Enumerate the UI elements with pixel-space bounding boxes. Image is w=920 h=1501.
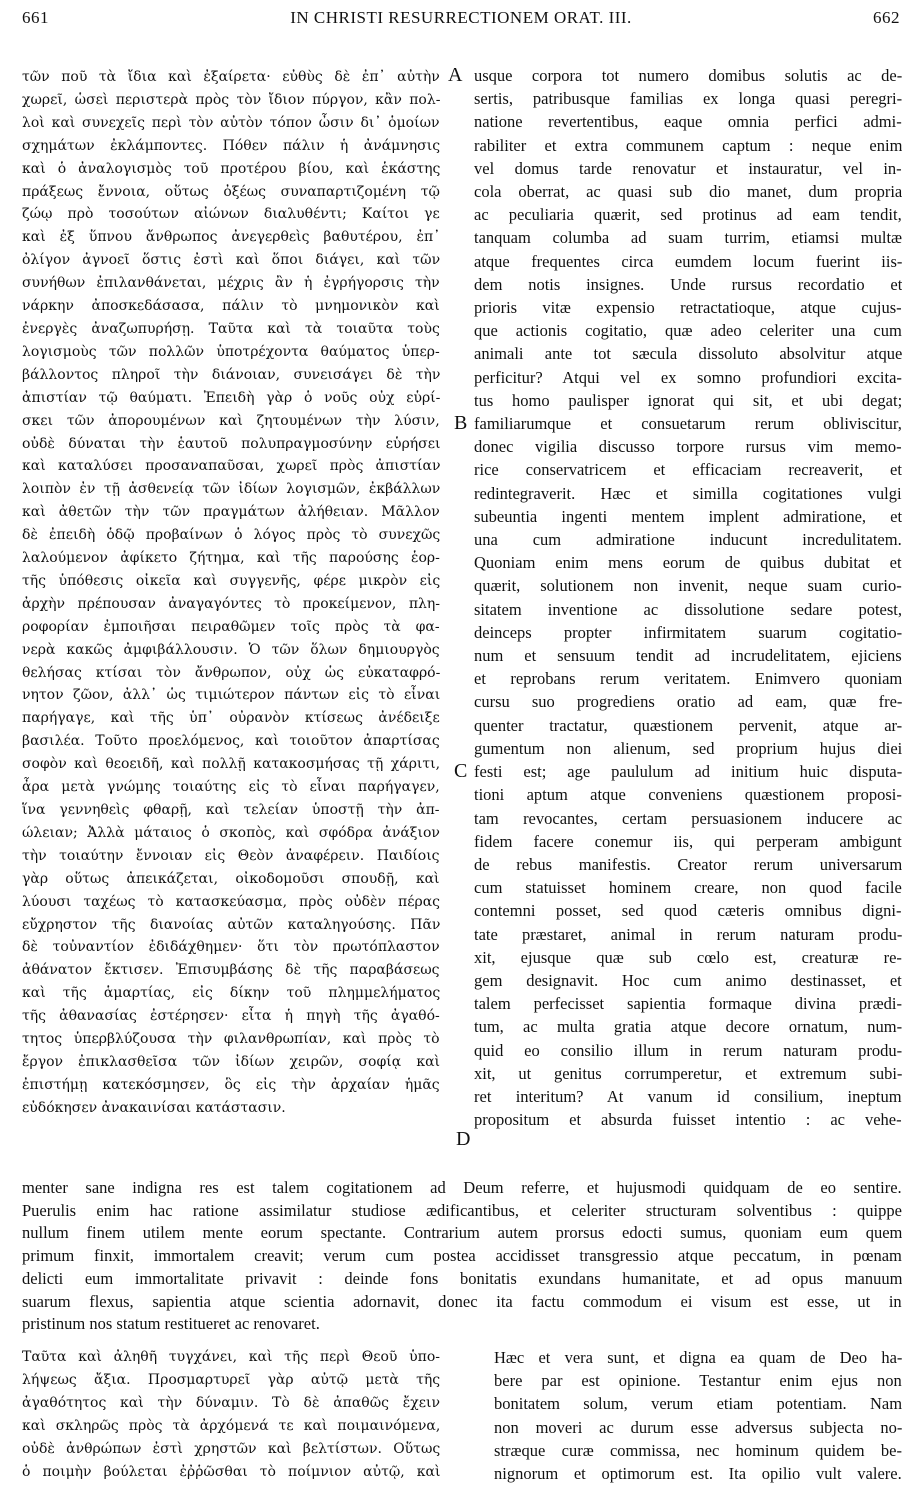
greek-line: λογισμοὺς τῶν πολλῶν ὑποτρέχοντα θαύματος ὑπερ- bbox=[22, 343, 440, 360]
page-number-left: 661 bbox=[22, 8, 49, 27]
greek-line: καὶ καταλύσει προσαναπαῦσαι, χωρεῖ πρὸς ἀπιστίαν bbox=[22, 458, 440, 475]
latin-line: gem designavit. Hoc cum animo destinasset, et bbox=[474, 970, 902, 990]
latin-line: de rebus manifestis. Creator rerum universarum bbox=[474, 854, 902, 874]
section-marker-c: C bbox=[454, 760, 468, 782]
latin-line: cola oberrat, ac quasi sub dio manet, dum propria bbox=[474, 182, 902, 202]
greek-line: νάρκην ἀποσκεδάσασα, πάλιν τὸ μνημονικὸν καὶ bbox=[22, 298, 440, 315]
latin-line: non moveri ac durum esse adversus subjecta no- bbox=[494, 1417, 902, 1437]
latin-line: subeuntia ingenti mentem implent admiratione, et bbox=[474, 506, 902, 526]
latin-line: tate præstaret, animal in rerum naturam produ- bbox=[474, 924, 902, 944]
greek-line: καὶ ὁ ἀναλογισμὸς τοῦ προτέρου βίου, καὶ ἑκάστης bbox=[22, 160, 440, 177]
latin-line: sitatem inventione ac dissolutione sedare potest, bbox=[474, 599, 902, 619]
greek-line: εὔχρηστον τῆς διανοίας αὐτῶν καταληγούσης. Πᾶν bbox=[22, 916, 440, 933]
latin-line: ret interitum? At vanum id consilium, ineptum bbox=[474, 1086, 902, 1106]
latin-line: tam revocantes, certam persuasionem inducere ac bbox=[474, 808, 902, 828]
greek-line: οὐδὲ ἀνθρώπων ἐστὶ χρηστῶν καὶ βελτίστων. Οὕτως bbox=[22, 1440, 440, 1457]
greek-line: τὴν τοιαύτην ἔννοιαν εἰς Θεὸν ἀναφέρειν. Παιδίοις bbox=[22, 847, 440, 864]
latin-line: tioni aptum atque conveniens quæstionem proposi- bbox=[474, 785, 902, 805]
greek-line: οὐδὲ δύναται τὴν ἑαυτοῦ πολυπραγμοσύνην εὑρήσει bbox=[22, 435, 440, 452]
greek-line: τῶν ποῦ τὰ ἴδια καὶ ἐξαίρετα· εὐθὺς δὲ ἐπ᾽ αὐτὴν bbox=[22, 69, 440, 85]
latin-line: Hæc et vera sunt, et digna ea quam de Deo ha- bbox=[494, 1348, 902, 1367]
latin-wide-line: menter sane indigna res est talem cogitationem ad Deum referre, et hujusmodi quidquam de eo sentire. bbox=[22, 1178, 902, 1197]
latin-line: sertis, patribusque familias ex longa quasi peregri- bbox=[474, 89, 902, 109]
greek-line: καὶ ἀθετῶν τὴν τῶν πραγμάτων ἀλήθειαν. Μᾶλλον bbox=[22, 504, 440, 521]
latin-line: tum, ac multa gratia atque decore ornatum, num- bbox=[474, 1017, 902, 1037]
latin-line: cum statuisset hominem creare, non quod facile bbox=[474, 878, 902, 898]
greek-line: ἀθάνατον ἔκτισεν. Ἐπισυμβάσης δὲ τῆς παραβάσεως bbox=[22, 962, 440, 979]
greek-line: σχημάτων ἐκλάμποντες. Πόθεν πάλιν ἡ ἀνάμνησις bbox=[22, 137, 440, 154]
greek-line: σοφὸν καὶ θεοειδῆ, καὶ πολλῇ κατακοσμήσας τῇ χάριτι, bbox=[22, 756, 440, 773]
greek-line: ώλειαν; Ἀλλὰ μάταιος ὁ σκοπὸς, καὶ σφόδρα ἀνάξιον bbox=[22, 824, 440, 841]
latin-line: Quoniam enim mens eorum de quibus dubitat et bbox=[474, 553, 902, 573]
greek-line: ἀγαθότητος καὶ τὴν δύναμιν. Τὸ δὲ ἀπαθῶς ἔχειν bbox=[22, 1394, 440, 1411]
latin-line: deinceps propter infirmitatem suarum cogitatio- bbox=[474, 622, 902, 642]
greek-line: λύουσι ταχέως τὸ κατασκεύασμα, πρὸς οὐδὲν πέρας bbox=[22, 893, 440, 910]
greek-line: δὲ ἐπειδὴ ὁδῷ προβαίνων ὁ λόγος πρὸς τὸ συνεχῶς bbox=[22, 527, 440, 544]
latin-line: contemni posset, sed quod cæteris omnibus digni- bbox=[474, 901, 902, 921]
latin-fullwidth-continuation bbox=[22, 1177, 902, 1336]
latin-line: num et sensuum tendit ad incrudelitatem, ejiciens bbox=[474, 646, 902, 666]
latin-line: quærit, solutionem non invenit, neque suam curio- bbox=[474, 576, 902, 596]
section-marker-d: D bbox=[456, 1128, 471, 1150]
greek-line: καὶ τῆς ἁμαρτίας, εἰς δίκην τοῦ πλημμελήματος bbox=[22, 985, 440, 1002]
latin-line: prioris vitæ expensio retractatioque, atque cujus- bbox=[474, 298, 902, 318]
greek-line: σκει τῶν ἀπορουμένων καὶ ζητουμένων τὴν λύσιν, bbox=[22, 412, 440, 429]
latin-wide-line: primum finxit, immortalem creavit; verum cum postea accidisset transgressio atque peccatum, in pœnam bbox=[22, 1246, 902, 1266]
section-marker-a: A bbox=[448, 64, 463, 86]
section-marker-b: B bbox=[454, 412, 468, 434]
greek-line: ὀλίγον ἀγνοεῖ ὅστις ἐστὶ καὶ ὅποι διάγει, καὶ τῶν bbox=[22, 252, 440, 269]
greek-line: καὶ σκληρῶς πρὸς τὰ ἀρχόμενά τε καὶ ποιμαινόμενα, bbox=[22, 1417, 440, 1434]
latin-line: que actionis cogitatio, quæ adeo celeriter una cum bbox=[474, 321, 902, 341]
greek-line: πράξεως ἔννοια, οὕτως ὀξέως συναπαρτιζομένη τῷ bbox=[22, 183, 440, 200]
latin-line: animali ante tot sæcula dissoluto absolvitur atque bbox=[474, 344, 902, 364]
greek-line: νερὰ κακῶς ἀμφιβάλλουσιν. Ὁ τῶν ὅλων δημιουργὸς bbox=[22, 641, 440, 658]
latin-line: nignorum et optimorum est. Ita opilio vult valere. bbox=[494, 1464, 902, 1484]
greek-line: συνήθων ἐπιλανθάνεται, μέχρις ἂν ἡ ἐγρήγορσις τὴν bbox=[22, 275, 440, 292]
latin-line: et reprobans rerum veritatem. Enimvero quoniam bbox=[474, 669, 902, 689]
latin-line: una cum admiratione inducunt incredulitatem. bbox=[474, 530, 902, 550]
greek-line: δὲ τοὐναντίον ἐδιδάχθημεν· ὅτι τὸν πρωτόπλαστον bbox=[22, 939, 440, 956]
latin-line: xit, ejusque quæ sub cœlo est, creaturæ re- bbox=[474, 947, 902, 967]
greek-line: βάλλοντος πληροῖ τὴν διάνοιαν, συνεισάγει δὲ τὴν bbox=[22, 366, 440, 383]
latin-line: rabiliter et extra communem captum : neque enim bbox=[474, 135, 902, 155]
greek-line: ζώῳ πρὸ τοσούτων αἰώνων διαλυθέντι; Καίτοι γε bbox=[22, 206, 440, 223]
latin-line: quenter tractatur, quæstionem pervenit, atque ar- bbox=[474, 715, 902, 735]
latin-line: festi est; age paululum ad initium huic disputa- bbox=[474, 762, 902, 782]
latin-column-top bbox=[474, 64, 902, 1131]
greek-line: ἀρχὴν πρέπουσαν ἀναγαγόντες τὸ προκείμενον, πλη- bbox=[22, 595, 440, 612]
latin-column-bottom bbox=[494, 1346, 902, 1485]
greek-line: τῆς ἀθανασίας ἐστέρησεν· εἶτα ἡ πηγὴ τῆς ἀγαθό- bbox=[22, 1008, 440, 1025]
greek-line: νητον ζῶον, ἀλλ᾽ ὡς τιμιώτερον πάντων εἰς τὸ εἶναι bbox=[22, 687, 440, 704]
latin-line: atque frequentes circa eumdem locum fuerint iis- bbox=[474, 251, 902, 271]
latin-line: propositum et absurda fuisset intentio : ac vehe- bbox=[474, 1110, 902, 1130]
latin-line: talem perfecisset sapientia formaque divina prædi- bbox=[474, 994, 902, 1014]
greek-line: τῆς ὑπόθεσις οἰκεῖα καὶ συγγενῆς, φέρε μικρὸν εἰς bbox=[22, 572, 440, 589]
greek-line: ὁ ποιμὴν βούλεται ἐῤῥῶσθαι τὸ ποίμνιον αὐτῷ, καὶ bbox=[22, 1463, 440, 1480]
greek-line: λαλούμενον ἀφίκετο ζήτημα, καὶ τῆς παρούσης ἑορ- bbox=[22, 550, 440, 567]
latin-line: usque corpora tot numero domibus solutis ac de- bbox=[474, 66, 902, 85]
latin-wide-line: Puerulis enim hac ratione assimilatur studiose ædificantibus, et celeriter structuram solventibus : quippe bbox=[22, 1200, 902, 1220]
latin-line: familiarumque et consuetarum rerum obliviscitur, bbox=[474, 414, 902, 434]
greek-line: ἆρα μετὰ γνώμης τοιαύτης εἰς τὸ εἶναι παρήγαγεν, bbox=[22, 779, 440, 796]
latin-wide-line: delicti eum immortalitate privavit : deinde fons bonitatis exundans humanitate, et ad opus manuum bbox=[22, 1268, 902, 1288]
latin-line: donec vigilia discusso torpore rursus vim memo- bbox=[474, 437, 902, 457]
greek-line: Ταῦτα καὶ ἀληθῆ τυγχάνει, καὶ τῆς περὶ Θεοῦ ὑπο- bbox=[22, 1349, 440, 1365]
latin-wide-line: nullum finem utilem mente eorum spectante. Contrarium autem prorsus edocti sumus, quoniam eum quem bbox=[22, 1223, 902, 1243]
latin-line: redintegraverit. Hæc et similla cogitationes vulgi bbox=[474, 483, 902, 503]
greek-line: ροφορίαν ἐμποιῆσαι πειραθῶμεν τοῖς πρὸς τὰ φα- bbox=[22, 618, 440, 635]
greek-line: θελήσας κτίσαι τὸν ἄνθρωπον, οὐχ ὡς εὐκαταφρό- bbox=[22, 664, 440, 681]
greek-line: ἀπιστίαν τῷ θαύματι. Ἐπειδὴ γὰρ ὁ νοῦς οὐχ εὑρί- bbox=[22, 389, 440, 406]
greek-line: λοιπὸν ἐν τῇ ἀσθενείᾳ τῶν ἰδίων λογισμῶν, ἐκβάλλων bbox=[22, 481, 440, 498]
greek-line: λοὶ καὶ συνεχεῖς περὶ τὸν αὐτὸν τόπον ὦσιν δι᾽ ὁμοίων bbox=[22, 114, 440, 131]
latin-line: bonitatem solum, verum etiam potentiam. Nam bbox=[494, 1394, 902, 1414]
latin-line: cursu suo progrediens oratio ad eam, quæ fre- bbox=[474, 692, 902, 712]
latin-wide-line: pristinum nos statum restitueret ac renovaret. bbox=[22, 1314, 320, 1334]
latin-line: perficitur? Atqui vel ex somno profundiori excita- bbox=[474, 367, 902, 387]
latin-wide-line: suarum flexus, sapientia atque scientia adornavit, donec ita factu commodum ei visum est esse, ut in bbox=[22, 1291, 902, 1311]
greek-column-top bbox=[22, 66, 440, 1120]
greek-line: χωρεῖ, ὡσεὶ περιστερὰ πρὸς τὸν ἴδιον πύργον, κἂν πολ- bbox=[22, 91, 440, 108]
latin-line: natione revertentibus, eaque omnia perfici admi- bbox=[474, 112, 902, 132]
running-title: IN CHRISTI RESURRECTIONEM ORAT. III. bbox=[290, 8, 632, 27]
latin-line: dem notis insignes. Unde rursus recordatio et bbox=[474, 274, 902, 294]
latin-line: ac peculiaria quærit, sed protinus ad eam tendit, bbox=[474, 205, 902, 225]
greek-line: λήψεως ἄξια. Προσμαρτυρεῖ γὰρ αὐτῷ μετὰ τῆς bbox=[22, 1371, 440, 1388]
greek-line: καὶ ἐξ ὕπνου ἄνθρωπος ἀνεγερθεὶς βαθυτέρου, ἐπ᾽ bbox=[22, 229, 440, 246]
greek-line: γὰρ οὕτως ἀπεικάζεται, οἰκοδομοῦσι σπουδῇ, καὶ bbox=[22, 870, 440, 887]
latin-line: xit, ut genitus corrumperetur, et extremum subi- bbox=[474, 1063, 902, 1083]
latin-line: bere par est opinione. Testantur enim ejus non bbox=[494, 1371, 902, 1391]
latin-line: tus homo paulisper ignorat qui sit, et ubi degat; bbox=[474, 390, 902, 410]
page-header bbox=[22, 8, 900, 36]
latin-line: stræque curæ commissa, nec hominum quidem be- bbox=[494, 1440, 902, 1460]
greek-line: ἵνα γεννηθεὶς φθαρῇ, καὶ τελείαν ὑποστῇ τὴν ἀπ- bbox=[22, 802, 440, 818]
greek-line: τητος ὑπερβλύζουσα τὴν φιλανθρωπίαν, καὶ πρὸς τὸ bbox=[22, 1031, 440, 1048]
greek-line: βασιλέα. Τοῦτο προελόμενος, καὶ τοιοῦτον ἀπαρτίσας bbox=[22, 733, 440, 750]
greek-line: εὐδόκησεν ἀνακαινίσαι κατάστασιν. bbox=[22, 1099, 286, 1116]
greek-line: ἐνεργὲς ἀναζωπυρήσῃ. Ταῦτα καὶ τὰ τοιαῦτα τοὺς bbox=[22, 320, 440, 337]
latin-line: fidem facere conemur iis, qui perperam ambigunt bbox=[474, 831, 902, 851]
page-number-right: 662 bbox=[873, 8, 900, 27]
greek-line: ἐπιστήμῃ κατεκόσμησεν, ὃς εἰς τὴν ἀρχαίαν ἡμᾶς bbox=[22, 1076, 440, 1093]
latin-line: tanquam columba ad suam turrim, etiamsi multæ bbox=[474, 228, 902, 248]
greek-column-bottom bbox=[22, 1346, 440, 1483]
latin-line: gumentum non alienum, sed proprium hujus diei bbox=[474, 738, 902, 758]
latin-line: vel domus tarde renovatur et instauratur, vel in- bbox=[474, 158, 902, 178]
greek-line: παρήγαγε, καὶ τῆς ὑπ᾽ οὐρανὸν κτίσεως ἀνέδειξε bbox=[22, 710, 440, 727]
greek-line: ἔργον ἐπικλασθεῖσα τῶν ἰδίων χειρῶν, σοφίᾳ καὶ bbox=[22, 1053, 440, 1070]
latin-line: quid eo consilio illum in rerum naturam produ- bbox=[474, 1040, 902, 1060]
latin-line: rice conservatricem et efficaciam recreaverit, et bbox=[474, 460, 902, 480]
